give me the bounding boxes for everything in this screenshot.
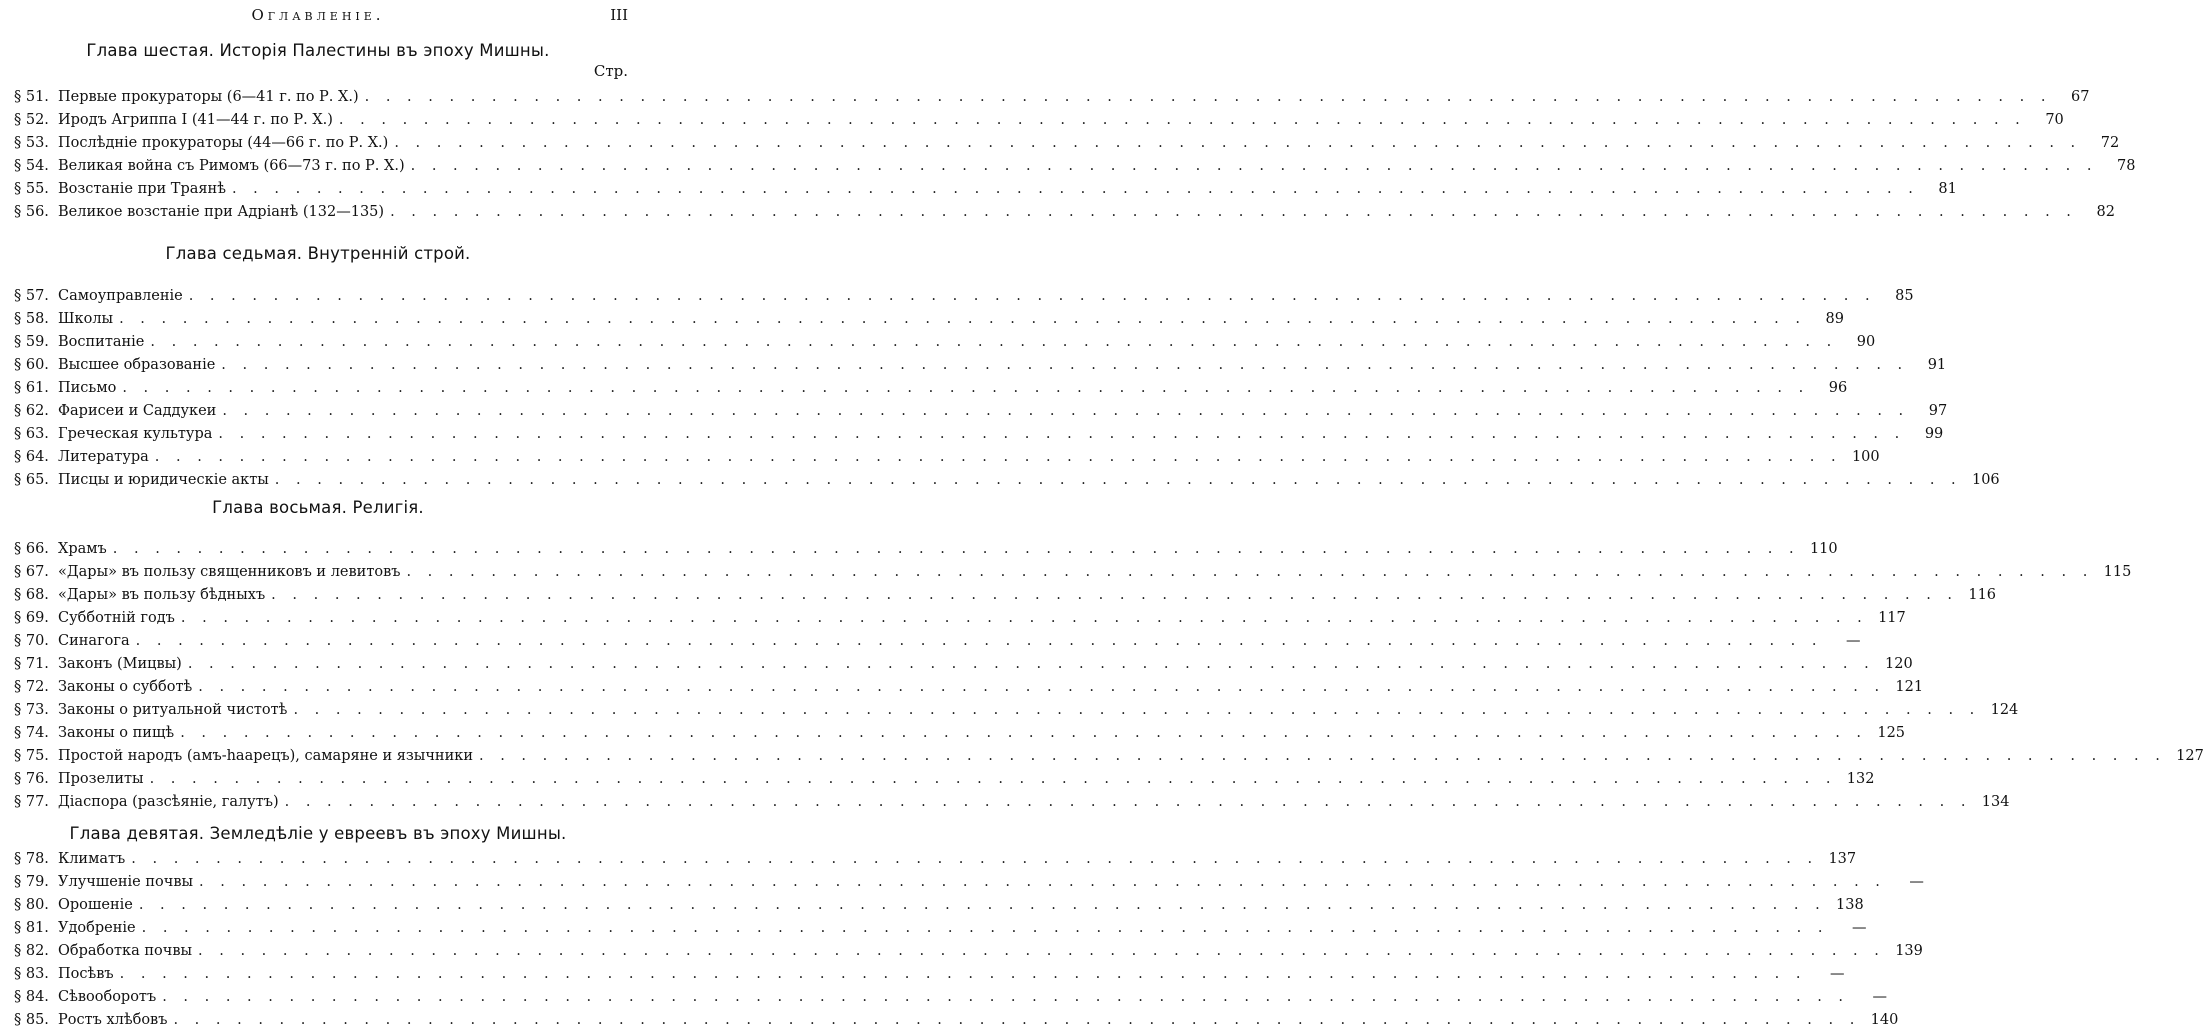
- entry-title: Дiаспора (разсѣянiе, галутъ): [58, 794, 279, 810]
- entry-title: Послѣднiе прокураторы (44—66 г. по Р. X.): [58, 135, 389, 151]
- toc-entry[interactable]: [14, 85, 2090, 109]
- leader-dots: . . . . . . . . . . . . . . . . . . . . . . . . . . . . . . . . . . . . . . . . . . . . . . . . . . . . . . . . . . . . . . . . . . . . . . . . . . . . . . . .: [271, 587, 1959, 603]
- leader-dots: . . . . . . . . . . . . . . . . . . . . . . . . . . . . . . . . . . . . . . . . . . . . . . . . . . . . . . . . . . . . . . . . . . . . . . . . . . . . . . . .: [218, 426, 1906, 442]
- toc-entry[interactable]: [14, 721, 1906, 745]
- entry-page: 81: [1938, 181, 1957, 197]
- leader-dots: . . . . . . . . . . . . . . . . . . . . . . . . . . . . . . . . . . . . . . . . . . . . . . . . . . . . . . . . . . . . . . . . . . . . . . . . . . . . . . . .: [479, 748, 2166, 764]
- toc-entry[interactable]: [14, 939, 1923, 963]
- entry-title: Синагога: [58, 633, 130, 649]
- entry-page: 124: [1990, 702, 2019, 718]
- toc-entry[interactable]: [14, 767, 1875, 791]
- entry-title: Великое возстанiе при Адрiанѣ (132—135): [58, 204, 385, 220]
- entry-title: Воспитанiе: [58, 334, 145, 350]
- entry-title: Писцы и юридическiе акты: [58, 472, 269, 488]
- entry-title: Сѣвооборотъ: [58, 989, 157, 1005]
- section-number: § 59.: [14, 334, 49, 350]
- entry-page: 78: [2117, 158, 2136, 174]
- entry-title: «Дары» въ пользу бѣдныхъ: [58, 587, 266, 603]
- toc-entry[interactable]: [14, 870, 1924, 894]
- chapter-heading: Глава шестая. Исторiя Палестины въ эпоху Мишны.: [86, 41, 550, 60]
- section-number: § 55.: [14, 181, 49, 197]
- entry-page: 127: [2176, 748, 2204, 764]
- toc-entry[interactable]: [14, 985, 1888, 1009]
- entry-page: 91: [1927, 357, 1947, 373]
- section-number: § 53.: [14, 135, 49, 151]
- toc-entry[interactable]: [14, 468, 2000, 492]
- leader-dots: . . . . . . . . . . . . . . . . . . . . . . . . . . . . . . . . . . . . . . . . . . . . . . . . . . . . . . . . . . . . . . . . . . . . . . . . . . . . . . . .: [198, 943, 1885, 959]
- toc-entry[interactable]: [14, 177, 1957, 201]
- leader-dots: . . . . . . . . . . . . . . . . . . . . . . . . . . . . . . . . . . . . . . . . . . . . . . . . . . . . . . . . . . . . . . . . . . . . . . . . . . . . . . . .: [131, 851, 1819, 867]
- entry-title: Орошенiе: [58, 897, 133, 913]
- entry-page: 115: [2103, 564, 2132, 580]
- leader-dots: . . . . . . . . . . . . . . . . . . . . . . . . . . . . . . . . . . . . . . . . . . . . . . . . . . . . . . . . . . . . . . . . . . . . . . . . . . . . . . . .: [274, 472, 1962, 488]
- entry-page: 125: [1877, 725, 1906, 741]
- toc-entry[interactable]: [14, 307, 1844, 331]
- leader-dots: . . . . . . . . . . . . . . . . . . . . . . . . . . . . . . . . . . . . . . . . . . . . . . . . . . . . . . . . . . . . . . . . . . . . . . . . . . . . . . . .: [231, 181, 1919, 197]
- section-number: § 56.: [14, 204, 49, 220]
- section-number: § 84.: [14, 989, 49, 1005]
- entry-title: Посѣвъ: [58, 966, 114, 982]
- section-number: § 70.: [14, 633, 49, 649]
- running-head: [0, 6, 636, 28]
- section-number: § 79.: [14, 874, 49, 890]
- entry-page: 89: [1825, 311, 1844, 327]
- entry-page: 106: [1971, 472, 2000, 488]
- leader-dots: . . . . . . . . . . . . . . . . . . . . . . . . . . . . . . . . . . . . . . . . . . . . . . . . . . . . . . . . . . . . . . . . . . . . . . . . . . . . . . . .: [199, 874, 1886, 890]
- section-number: § 73.: [14, 702, 49, 718]
- leader-dots: . . . . . . . . . . . . . . . . . . . . . . . . . . . . . . . . . . . . . . . . . . . . . . . . . . . . . . . . . . . . . . . . . . . . . . . . . . . . . . . .: [141, 920, 1829, 936]
- section-number: § 81.: [14, 920, 49, 936]
- toc-entry[interactable]: [14, 353, 1947, 377]
- leader-dots: . . . . . . . . . . . . . . . . . . . . . . . . . . . . . . . . . . . . . . . . . . . . . . . . . . . . . . . . . . . . . . . . . . . . . . . . . . . . . . . .: [149, 771, 1837, 787]
- section-number: § 68.: [14, 587, 49, 603]
- toc-entry[interactable]: [14, 675, 1924, 699]
- entry-title: «Дары» въ пользу священниковъ и левитовъ: [58, 564, 401, 580]
- section-number: § 71.: [14, 656, 49, 672]
- leader-dots: . . . . . . . . . . . . . . . . . . . . . . . . . . . . . . . . . . . . . . . . . . . . . . . . . . . . . . . . . . . . . . . . . . . . . . . . . . . . . . . .: [390, 204, 2077, 220]
- section-number: § 77.: [14, 794, 49, 810]
- entry-title: Прозелиты: [58, 771, 144, 787]
- section-number: § 67.: [14, 564, 49, 580]
- entry-title: Законы о ритуальной чистотѣ: [58, 702, 288, 718]
- toc-entry[interactable]: [14, 652, 1913, 676]
- toc-entry[interactable]: [14, 583, 1997, 607]
- entry-page: 82: [2096, 204, 2115, 220]
- toc-entry[interactable]: [14, 962, 1845, 986]
- entry-title: Законы о пищѣ: [58, 725, 175, 741]
- section-number: § 60.: [14, 357, 49, 373]
- toc-entry[interactable]: [14, 893, 1864, 917]
- leader-dots: . . . . . . . . . . . . . . . . . . . . . . . . . . . . . . . . . . . . . . . . . . . . . . . . . . . . . . . . . . . . . . . . . . . . . . . . . . . . . . . .: [162, 989, 1850, 1005]
- leader-dots: . . . . . . . . . . . . . . . . . . . . . . . . . . . . . . . . . . . . . . . . . . . . . . . . . . . . . . . . . . . . . . . . . . . . . . . . . . . . . . . .: [394, 135, 2082, 151]
- toc-entry[interactable]: [14, 284, 1914, 308]
- leader-dots: . . . . . . . . . . . . . . . . . . . . . . . . . . . . . . . . . . . . . . . . . . . . . . . . . . . . . . . . . . . . . . . . . . . . . . . . . . . . . . . .: [364, 89, 2052, 105]
- chapter-heading: Глава седьмая. Внутреннiй строй.: [165, 244, 471, 263]
- entry-page: 116: [1968, 587, 1997, 603]
- leader-dots: . . . . . . . . . . . . . . . . . . . . . . . . . . . . . . . . . . . . . . . . . . . . . . . . . . . . . . . . . . . . . . . . . . . . . . . . . . . . . . . .: [173, 1012, 1861, 1028]
- leader-dots: . . . . . . . . . . . . . . . . . . . . . . . . . . . . . . . . . . . . . . . . . . . . . . . . . . . . . . . . . . . . . . . . . . . . . . . . . . . . . . . .: [138, 897, 1826, 913]
- section-number: § 72.: [14, 679, 49, 695]
- leader-dots: . . . . . . . . . . . . . . . . . . . . . . . . . . . . . . . . . . . . . . . . . . . . . . . . . . . . . . . . . . . . . . . . . . . . . . . . . . . . . . . .: [188, 288, 1876, 304]
- section-number: § 80.: [14, 897, 49, 913]
- entry-title: Улучшенiе почвы: [58, 874, 194, 890]
- toc-entry[interactable]: [14, 376, 1848, 400]
- entry-page: 140: [1870, 1012, 1899, 1028]
- entry-title: Школы: [58, 311, 114, 327]
- entry-title: Высшее образованiе: [58, 357, 216, 373]
- entry-title: Литература: [58, 449, 149, 465]
- entry-page: —: [1846, 633, 1861, 649]
- leader-dots: . . . . . . . . . . . . . . . . . . . . . . . . . . . . . . . . . . . . . . . . . . . . . . . . . . . . . . . . . . . . . . . . . . . . . . . . . . . . . . . .: [187, 656, 1875, 672]
- entry-page: 100: [1851, 449, 1880, 465]
- section-number: § 58.: [14, 311, 49, 327]
- toc-entry[interactable]: [14, 698, 2019, 722]
- entry-page: 134: [1981, 794, 2010, 810]
- toc-entry[interactable]: [14, 744, 2204, 768]
- entry-page: 120: [1885, 656, 1913, 672]
- section-number: § 62.: [14, 403, 49, 419]
- entry-title: Климатъ: [58, 851, 126, 867]
- entry-page: 132: [1846, 771, 1875, 787]
- entry-page: 96: [1828, 380, 1848, 396]
- section-number: § 78.: [14, 851, 49, 867]
- entry-title: Храмъ: [58, 541, 107, 557]
- section-number: § 66.: [14, 541, 49, 557]
- entry-page: —: [1830, 966, 1845, 982]
- page-column-label: Стр.: [593, 62, 628, 80]
- toc-entry[interactable]: [14, 154, 2136, 178]
- entry-title: Субботнiй годъ: [58, 610, 175, 626]
- toc-entry[interactable]: [14, 790, 2010, 814]
- entry-page: —: [1872, 989, 1888, 1005]
- leader-dots: . . . . . . . . . . . . . . . . . . . . . . . . . . . . . . . . . . . . . . . . . . . . . . . . . . . . . . . . . . . . . . . . . . . . . . . . . . . . . . . .: [221, 357, 1909, 373]
- entry-page: 72: [2100, 135, 2120, 151]
- toc-entry[interactable]: [14, 422, 1944, 446]
- section-number: § 74.: [14, 725, 49, 741]
- entry-page: 137: [1828, 851, 1857, 867]
- section-number: § 57.: [14, 288, 49, 304]
- entry-title: Греческая культура: [58, 426, 213, 442]
- entry-page: 121: [1895, 679, 1924, 695]
- entry-title: Обработка почвы: [58, 943, 193, 959]
- entry-title: Самоуправленiе: [58, 288, 183, 304]
- leader-dots: . . . . . . . . . . . . . . . . . . . . . . . . . . . . . . . . . . . . . . . . . . . . . . . . . . . . . . . . . . . . . . . . . . . . . . . . . . . . . . . .: [119, 966, 1807, 982]
- toc-entry[interactable]: [14, 537, 1838, 561]
- entry-page: 110: [1809, 541, 1838, 557]
- toc-entry[interactable]: [14, 131, 2120, 155]
- entry-title: Ростъ хлѣбовъ: [58, 1012, 168, 1028]
- entry-title: Удобренiе: [58, 920, 136, 936]
- toc-entry[interactable]: [14, 847, 1857, 871]
- entry-page: 67: [2071, 89, 2090, 105]
- entry-title: Иродъ Агриппа I (41—44 г. по Р. X.): [58, 112, 333, 128]
- toc-entry[interactable]: [14, 606, 1906, 630]
- running-head-title: Оглавленiе.: [251, 6, 385, 24]
- leader-dots: . . . . . . . . . . . . . . . . . . . . . . . . . . . . . . . . . . . . . . . . . . . . . . . . . . . . . . . . . . . . . . . . . . . . . . . . . . . . . . . .: [122, 380, 1810, 396]
- toc-entry[interactable]: [14, 108, 2064, 132]
- section-number: § 83.: [14, 966, 49, 982]
- leader-dots: . . . . . . . . . . . . . . . . . . . . . . . . . . . . . . . . . . . . . . . . . . . . . . . . . . . . . . . . . . . . . . . . . . . . . . . . . . . . . . . .: [222, 403, 1910, 419]
- toc-entry[interactable]: [14, 1008, 1899, 1032]
- leader-dots: . . . . . . . . . . . . . . . . . . . . . . . . . . . . . . . . . . . . . . . . . . . . . . . . . . . . . . . . . . . . . . . . . . . . . . . . . . . . . . . .: [410, 158, 2098, 174]
- section-number: § 52.: [14, 112, 49, 128]
- entry-page: 117: [1878, 610, 1906, 626]
- section-number: § 51.: [14, 89, 49, 105]
- entry-page: —: [1851, 920, 1867, 936]
- leader-dots: . . . . . . . . . . . . . . . . . . . . . . . . . . . . . . . . . . . . . . . . . . . . . . . . . . . . . . . . . . . . . . . . . . . . . . . . . . . . . . . .: [135, 633, 1823, 649]
- section-number: § 61.: [14, 380, 49, 396]
- entry-page: 99: [1924, 426, 1944, 442]
- entry-title: Письмо: [58, 380, 117, 396]
- leader-dots: . . . . . . . . . . . . . . . . . . . . . . . . . . . . . . . . . . . . . . . . . . . . . . . . . . . . . . . . . . . . . . . . . . . . . . . . . . . . . . . .: [406, 564, 2094, 580]
- section-number: § 85.: [14, 1012, 49, 1028]
- chapter-heading: Глава девятая. Земледѣлiе у евреевъ въ эпоху Мишны.: [69, 824, 567, 843]
- entry-title: Законы о субботѣ: [58, 679, 193, 695]
- toc-entry[interactable]: [14, 560, 2132, 584]
- entry-page: 139: [1895, 943, 1923, 959]
- toc-entry[interactable]: [14, 629, 1861, 653]
- toc-entry[interactable]: [14, 445, 1880, 469]
- page-number: III: [610, 6, 628, 24]
- toc-entry[interactable]: [14, 399, 1948, 423]
- section-number: § 82.: [14, 943, 49, 959]
- entry-page: 70: [2045, 112, 2064, 128]
- entry-page: 85: [1895, 288, 1914, 304]
- entry-title: Простой народъ (амъ-hаарецъ), самаряне и язычники: [58, 748, 473, 764]
- entry-page: 97: [1928, 403, 1948, 419]
- entry-title: Великая война съ Римомъ (66—73 г. по Р. X.): [58, 158, 405, 174]
- section-number: § 64.: [14, 449, 49, 465]
- section-number: § 76.: [14, 771, 49, 787]
- section-number: § 75.: [14, 748, 49, 764]
- section-number: § 54.: [14, 158, 49, 174]
- leader-dots: . . . . . . . . . . . . . . . . . . . . . . . . . . . . . . . . . . . . . . . . . . . . . . . . . . . . . . . . . . . . . . . . . . . . . . . . . . . . . . . .: [198, 679, 1886, 695]
- entry-title: Законъ (Мицвы): [58, 656, 182, 672]
- leader-dots: . . . . . . . . . . . . . . . . . . . . . . . . . . . . . . . . . . . . . . . . . . . . . . . . . . . . . . . . . . . . . . . . . . . . . . . . . . . . . . . .: [284, 794, 1972, 810]
- section-number: § 69.: [14, 610, 49, 626]
- toc-entry[interactable]: [14, 330, 1876, 354]
- section-number: § 65.: [14, 472, 49, 488]
- leader-dots: . . . . . . . . . . . . . . . . . . . . . . . . . . . . . . . . . . . . . . . . . . . . . . . . . . . . . . . . . . . . . . . . . . . . . . . . . . . . . . . .: [180, 725, 1868, 741]
- entry-page: —: [1909, 874, 1924, 890]
- leader-dots: . . . . . . . . . . . . . . . . . . . . . . . . . . . . . . . . . . . . . . . . . . . . . . . . . . . . . . . . . . . . . . . . . . . . . . . . . . . . . . . .: [119, 311, 1806, 327]
- leader-dots: . . . . . . . . . . . . . . . . . . . . . . . . . . . . . . . . . . . . . . . . . . . . . . . . . . . . . . . . . . . . . . . . . . . . . . . . . . . . . . . .: [338, 112, 2026, 128]
- toc-entry[interactable]: [14, 916, 1867, 940]
- leader-dots: . . . . . . . . . . . . . . . . . . . . . . . . . . . . . . . . . . . . . . . . . . . . . . . . . . . . . . . . . . . . . . . . . . . . . . . . . . . . . . . .: [180, 610, 1868, 626]
- section-number: § 63.: [14, 426, 49, 442]
- entry-title: Первые прокураторы (6—41 г. по Р. X.): [58, 89, 359, 105]
- leader-dots: . . . . . . . . . . . . . . . . . . . . . . . . . . . . . . . . . . . . . . . . . . . . . . . . . . . . . . . . . . . . . . . . . . . . . . . . . . . . . . . .: [112, 541, 1800, 557]
- leader-dots: . . . . . . . . . . . . . . . . . . . . . . . . . . . . . . . . . . . . . . . . . . . . . . . . . . . . . . . . . . . . . . . . . . . . . . . . . . . . . . . .: [150, 334, 1838, 350]
- entry-page: 138: [1836, 897, 1864, 913]
- entry-title: Фарисеи и Саддукеи: [58, 403, 217, 419]
- entry-page: 90: [1856, 334, 1876, 350]
- toc-entry[interactable]: [14, 200, 2115, 224]
- chapter-heading: Глава восьмая. Религiя.: [212, 498, 424, 517]
- entry-title: Возстанiе при Траянѣ: [58, 181, 226, 197]
- leader-dots: . . . . . . . . . . . . . . . . . . . . . . . . . . . . . . . . . . . . . . . . . . . . . . . . . . . . . . . . . . . . . . . . . . . . . . . . . . . . . . . .: [154, 449, 1842, 465]
- leader-dots: . . . . . . . . . . . . . . . . . . . . . . . . . . . . . . . . . . . . . . . . . . . . . . . . . . . . . . . . . . . . . . . . . . . . . . . . . . . . . . . .: [293, 702, 1981, 718]
